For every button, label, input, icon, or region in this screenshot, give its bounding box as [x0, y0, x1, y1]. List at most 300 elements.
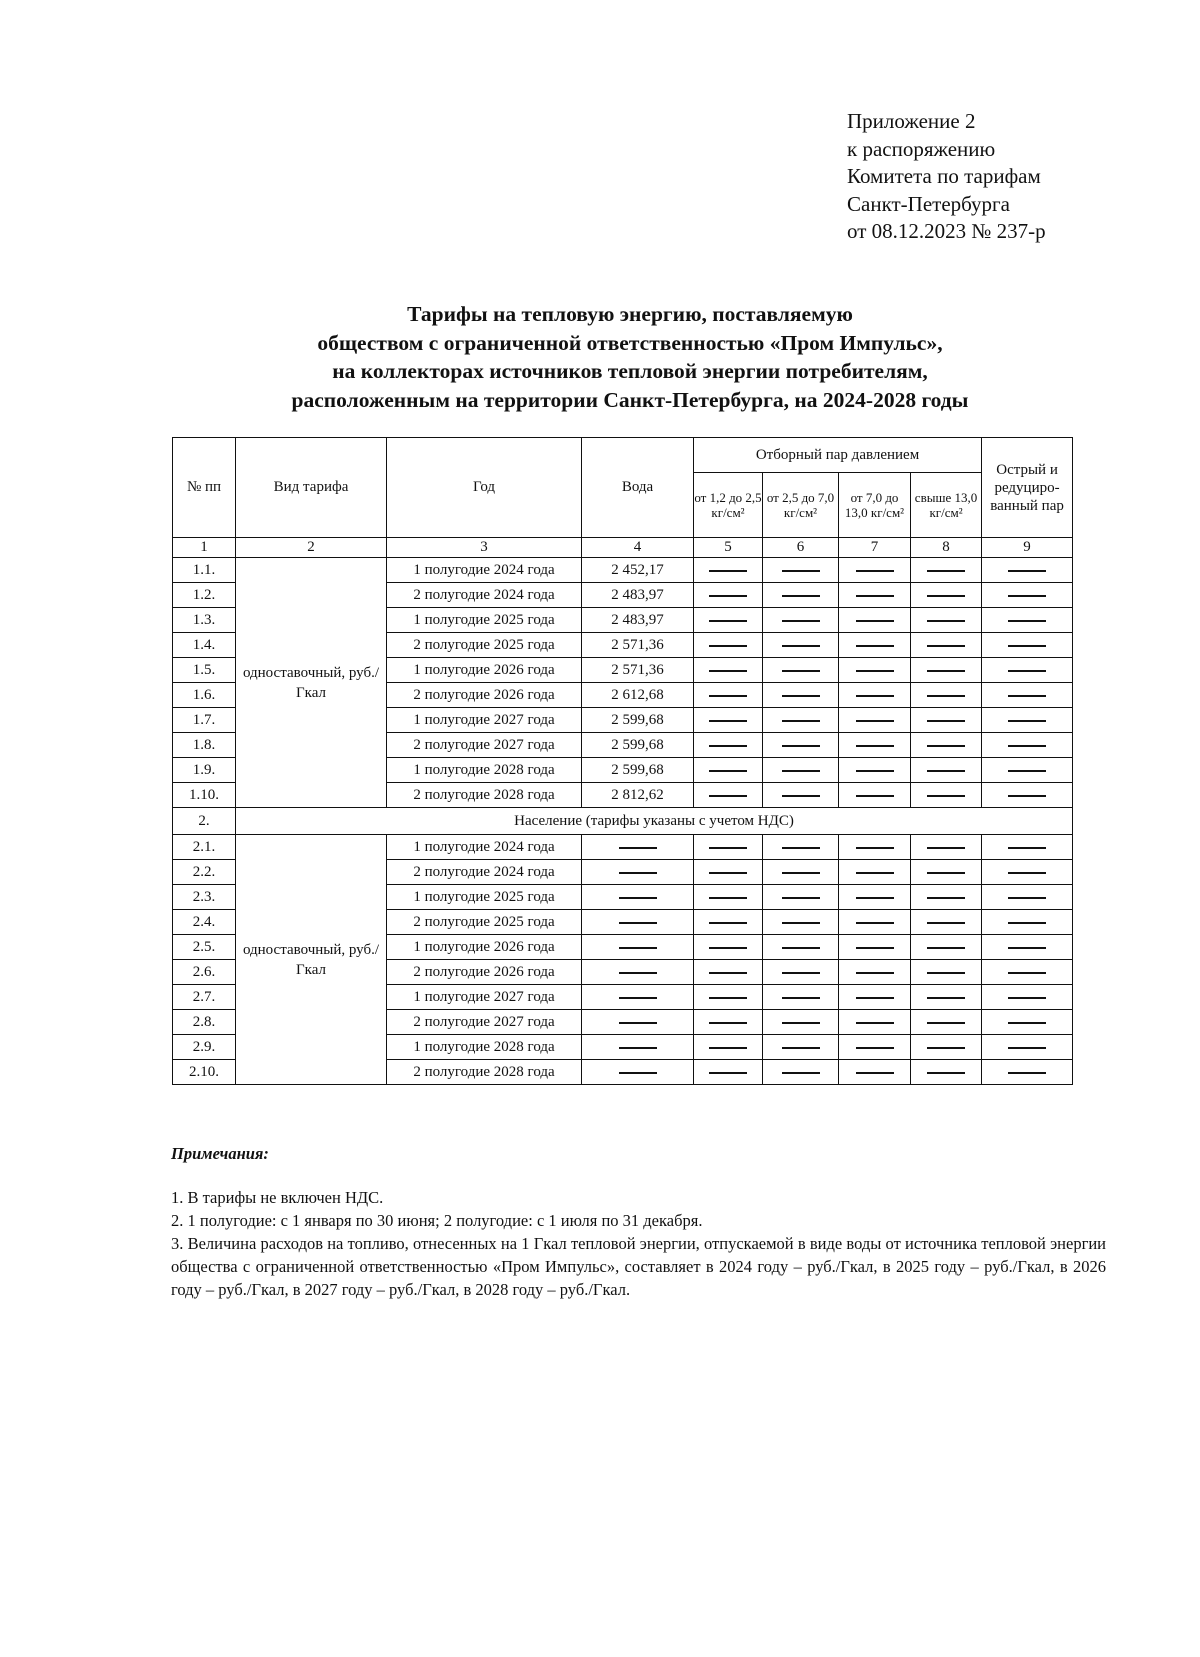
- empty-value-cell: [582, 885, 694, 910]
- empty-value-cell: [911, 583, 982, 608]
- empty-value-cell: [694, 558, 763, 583]
- tariff-name-cell: одноставочный, руб./Гкал: [236, 835, 387, 1085]
- header-water: Вода: [582, 438, 694, 538]
- appendix-line: Комитета по тарифам: [847, 164, 1041, 188]
- dash-mark: [1008, 645, 1046, 647]
- dash-mark: [782, 1047, 820, 1049]
- dash-mark: [1008, 670, 1046, 672]
- year-cell: 1 полугодие 2026 года: [387, 935, 582, 960]
- empty-value-cell: [839, 1035, 911, 1060]
- water-cell: 2 812,62: [582, 783, 694, 808]
- dash-mark: [856, 670, 894, 672]
- empty-value-cell: [582, 1035, 694, 1060]
- empty-value-cell: [911, 860, 982, 885]
- dash-mark: [709, 695, 747, 697]
- empty-value-cell: [982, 683, 1073, 708]
- dash-mark: [709, 720, 747, 722]
- dash-mark: [782, 720, 820, 722]
- empty-value-cell: [694, 960, 763, 985]
- empty-value-cell: [982, 835, 1073, 860]
- year-cell: 1 полугодие 2024 года: [387, 835, 582, 860]
- empty-value-cell: [982, 960, 1073, 985]
- water-cell: 2 483,97: [582, 583, 694, 608]
- dash-mark: [856, 695, 894, 697]
- empty-value-cell: [911, 708, 982, 733]
- empty-value-cell: [763, 633, 839, 658]
- empty-value-cell: [839, 783, 911, 808]
- empty-value-cell: [911, 960, 982, 985]
- col-number: 4: [582, 538, 694, 558]
- dash-mark: [709, 1072, 747, 1074]
- dash-mark: [709, 972, 747, 974]
- empty-value-cell: [982, 935, 1073, 960]
- empty-value-cell: [694, 885, 763, 910]
- header-steam-col: от 7,0 до 13,0 кг/см²: [839, 473, 911, 538]
- dash-mark: [927, 595, 965, 597]
- dash-mark: [927, 847, 965, 849]
- dash-mark: [927, 1072, 965, 1074]
- empty-value-cell: [911, 910, 982, 935]
- empty-value-cell: [763, 1035, 839, 1060]
- empty-value-cell: [763, 783, 839, 808]
- row-number: 1.7.: [173, 708, 236, 733]
- empty-value-cell: [839, 960, 911, 985]
- dash-mark: [709, 947, 747, 949]
- dash-mark: [709, 770, 747, 772]
- year-cell: 2 полугодие 2025 года: [387, 633, 582, 658]
- empty-value-cell: [839, 758, 911, 783]
- dash-mark: [856, 1022, 894, 1024]
- dash-mark: [856, 595, 894, 597]
- dash-mark: [782, 872, 820, 874]
- year-cell: 2 полугодие 2026 года: [387, 960, 582, 985]
- empty-value-cell: [839, 910, 911, 935]
- empty-value-cell: [911, 683, 982, 708]
- row-number: 1.10.: [173, 783, 236, 808]
- title-line: расположенным на территории Санкт-Петербурга, на 2024-2028 годы: [291, 387, 969, 412]
- dash-mark: [782, 1072, 820, 1074]
- empty-value-cell: [911, 1035, 982, 1060]
- col-number: 2: [236, 538, 387, 558]
- row-number: 2.9.: [173, 1035, 236, 1060]
- water-cell: 2 599,68: [582, 758, 694, 783]
- dash-mark: [927, 922, 965, 924]
- dash-mark: [1008, 1022, 1046, 1024]
- empty-value-cell: [911, 758, 982, 783]
- empty-value-cell: [982, 1060, 1073, 1085]
- dash-mark: [1008, 897, 1046, 899]
- empty-value-cell: [982, 733, 1073, 758]
- dash-mark: [1008, 795, 1046, 797]
- year-cell: 2 полугодие 2028 года: [387, 1060, 582, 1085]
- empty-value-cell: [839, 860, 911, 885]
- year-cell: 1 полугодие 2027 года: [387, 985, 582, 1010]
- dash-mark: [927, 1022, 965, 1024]
- empty-value-cell: [582, 1010, 694, 1035]
- empty-value-cell: [839, 985, 911, 1010]
- dash-mark: [856, 645, 894, 647]
- empty-value-cell: [911, 835, 982, 860]
- dash-mark: [782, 770, 820, 772]
- empty-value-cell: [694, 1035, 763, 1060]
- dash-mark: [619, 1022, 657, 1024]
- water-cell: 2 599,68: [582, 733, 694, 758]
- dash-mark: [782, 745, 820, 747]
- tariff-name-cell: одноставочный, руб./Гкал: [236, 558, 387, 808]
- dash-mark: [927, 645, 965, 647]
- col-number: 8: [911, 538, 982, 558]
- col-number: 7: [839, 538, 911, 558]
- row-number: 2.2.: [173, 860, 236, 885]
- empty-value-cell: [763, 608, 839, 633]
- dash-mark: [709, 595, 747, 597]
- empty-value-cell: [982, 910, 1073, 935]
- empty-value-cell: [839, 1010, 911, 1035]
- dash-mark: [856, 947, 894, 949]
- empty-value-cell: [982, 658, 1073, 683]
- empty-value-cell: [694, 910, 763, 935]
- dash-mark: [856, 922, 894, 924]
- dash-mark: [709, 897, 747, 899]
- row-number: 1.6.: [173, 683, 236, 708]
- empty-value-cell: [911, 935, 982, 960]
- dash-mark: [619, 972, 657, 974]
- dash-mark: [709, 570, 747, 572]
- dash-mark: [1008, 972, 1046, 974]
- empty-value-cell: [582, 960, 694, 985]
- year-cell: 1 полугодие 2027 года: [387, 708, 582, 733]
- empty-value-cell: [911, 885, 982, 910]
- empty-value-cell: [694, 733, 763, 758]
- dash-mark: [782, 972, 820, 974]
- empty-value-cell: [982, 708, 1073, 733]
- dash-mark: [782, 570, 820, 572]
- dash-mark: [709, 847, 747, 849]
- title-line: обществом с ограниченной ответственностью «Пром Импульс»,: [317, 330, 943, 355]
- dash-mark: [927, 947, 965, 949]
- empty-value-cell: [839, 733, 911, 758]
- col-number: 1: [173, 538, 236, 558]
- appendix-line: Санкт-Петербурга: [847, 191, 1010, 216]
- year-cell: 1 полугодие 2026 года: [387, 658, 582, 683]
- empty-value-cell: [839, 633, 911, 658]
- dash-mark: [856, 1047, 894, 1049]
- dash-mark: [619, 997, 657, 999]
- dash-mark: [782, 997, 820, 999]
- dash-mark: [1008, 570, 1046, 572]
- dash-mark: [927, 620, 965, 622]
- dash-mark: [709, 1047, 747, 1049]
- empty-value-cell: [911, 783, 982, 808]
- header-year: Год: [387, 438, 582, 538]
- appendix-block: [847, 108, 1046, 246]
- header-tariff-type: Вид тарифа: [236, 438, 387, 538]
- empty-value-cell: [694, 758, 763, 783]
- header-steam-col: от 1,2 до 2,5 кг/см²: [694, 473, 763, 538]
- empty-value-cell: [694, 1010, 763, 1035]
- empty-value-cell: [911, 633, 982, 658]
- row-number: 2.5.: [173, 935, 236, 960]
- dash-mark: [1008, 745, 1046, 747]
- empty-value-cell: [582, 860, 694, 885]
- empty-value-cell: [982, 783, 1073, 808]
- row-number: 2.1.: [173, 835, 236, 860]
- empty-value-cell: [763, 835, 839, 860]
- dash-mark: [927, 670, 965, 672]
- dash-mark: [1008, 770, 1046, 772]
- dash-mark: [782, 922, 820, 924]
- water-cell: 2 571,36: [582, 633, 694, 658]
- dash-mark: [1008, 720, 1046, 722]
- dash-mark: [856, 745, 894, 747]
- year-cell: 1 полугодие 2028 года: [387, 758, 582, 783]
- dash-mark: [1008, 1047, 1046, 1049]
- empty-value-cell: [982, 758, 1073, 783]
- header-num: № пп: [173, 438, 236, 538]
- dash-mark: [1008, 695, 1046, 697]
- dash-mark: [782, 595, 820, 597]
- dash-mark: [782, 620, 820, 622]
- dash-mark: [782, 670, 820, 672]
- water-cell: 2 483,97: [582, 608, 694, 633]
- dash-mark: [782, 897, 820, 899]
- row-number: 2.4.: [173, 910, 236, 935]
- row-number: 1.4.: [173, 633, 236, 658]
- dash-mark: [619, 922, 657, 924]
- dash-mark: [709, 670, 747, 672]
- empty-value-cell: [582, 985, 694, 1010]
- year-cell: 1 полугодие 2025 года: [387, 885, 582, 910]
- empty-value-cell: [839, 558, 911, 583]
- row-number: 2.10.: [173, 1060, 236, 1085]
- empty-value-cell: [982, 1010, 1073, 1035]
- dash-mark: [856, 847, 894, 849]
- row-number: 1.9.: [173, 758, 236, 783]
- empty-value-cell: [982, 1035, 1073, 1060]
- dash-mark: [927, 695, 965, 697]
- dash-mark: [1008, 997, 1046, 999]
- year-cell: 2 полугодие 2024 года: [387, 583, 582, 608]
- year-cell: 1 полугодие 2028 года: [387, 1035, 582, 1060]
- empty-value-cell: [582, 1060, 694, 1085]
- water-cell: 2 571,36: [582, 658, 694, 683]
- dash-mark: [927, 872, 965, 874]
- dash-mark: [856, 1072, 894, 1074]
- dash-mark: [927, 795, 965, 797]
- dash-mark: [709, 795, 747, 797]
- dash-mark: [927, 745, 965, 747]
- row-number: 1.2.: [173, 583, 236, 608]
- dash-mark: [782, 795, 820, 797]
- empty-value-cell: [839, 683, 911, 708]
- dash-mark: [709, 1022, 747, 1024]
- empty-value-cell: [763, 985, 839, 1010]
- notes-block: [171, 1142, 1106, 1301]
- row-number: 2.8.: [173, 1010, 236, 1035]
- empty-value-cell: [839, 708, 911, 733]
- empty-value-cell: [982, 583, 1073, 608]
- header-steam-col: от 2,5 до 7,0 кг/см²: [763, 473, 839, 538]
- empty-value-cell: [694, 835, 763, 860]
- empty-value-cell: [911, 658, 982, 683]
- dash-mark: [782, 695, 820, 697]
- empty-value-cell: [982, 985, 1073, 1010]
- empty-value-cell: [763, 683, 839, 708]
- dash-mark: [1008, 947, 1046, 949]
- row-number: 1.1.: [173, 558, 236, 583]
- dash-mark: [927, 720, 965, 722]
- empty-value-cell: [694, 708, 763, 733]
- dash-mark: [1008, 1072, 1046, 1074]
- col-number: 5: [694, 538, 763, 558]
- empty-value-cell: [911, 733, 982, 758]
- empty-value-cell: [763, 708, 839, 733]
- empty-value-cell: [763, 1060, 839, 1085]
- dash-mark: [856, 620, 894, 622]
- tariff-table-body: [173, 558, 1073, 1085]
- empty-value-cell: [839, 885, 911, 910]
- empty-value-cell: [911, 1010, 982, 1035]
- empty-value-cell: [911, 558, 982, 583]
- empty-value-cell: [839, 608, 911, 633]
- water-cell: 2 599,68: [582, 708, 694, 733]
- dash-mark: [1008, 595, 1046, 597]
- empty-value-cell: [763, 758, 839, 783]
- table-row: [173, 835, 1073, 860]
- empty-value-cell: [694, 985, 763, 1010]
- note-item: 1. В тарифы не включен НДС.: [171, 1188, 384, 1207]
- dash-mark: [1008, 620, 1046, 622]
- dash-mark: [927, 1047, 965, 1049]
- column-number-row: [173, 538, 1073, 558]
- empty-value-cell: [694, 608, 763, 633]
- empty-value-cell: [582, 935, 694, 960]
- year-cell: 2 полугодие 2026 года: [387, 683, 582, 708]
- empty-value-cell: [694, 683, 763, 708]
- dash-mark: [856, 997, 894, 999]
- row-number: 2.3.: [173, 885, 236, 910]
- year-cell: 2 полугодие 2027 года: [387, 1010, 582, 1035]
- dash-mark: [782, 847, 820, 849]
- empty-value-cell: [763, 583, 839, 608]
- dash-mark: [619, 872, 657, 874]
- dash-mark: [782, 1022, 820, 1024]
- empty-value-cell: [982, 860, 1073, 885]
- dash-mark: [927, 897, 965, 899]
- note-item: 3. Величина расходов на топливо, отнесенных на 1 Гкал тепловой энергии, отпускаемой в виде воды от источника тепловой энергии общества с ограниченной ответственностью «Пром Импульс», составляет в 2024 году – руб./Гкал, в 2025 году – руб./Гкал, в 2026 году – руб./Гкал, в 2027 году – руб./Гкал, в 2028 году – руб./Гкал.: [171, 1234, 1106, 1299]
- empty-value-cell: [839, 583, 911, 608]
- col-number: 6: [763, 538, 839, 558]
- dash-mark: [856, 570, 894, 572]
- row-number: 1.8.: [173, 733, 236, 758]
- empty-value-cell: [763, 910, 839, 935]
- empty-value-cell: [694, 1060, 763, 1085]
- empty-value-cell: [982, 558, 1073, 583]
- dash-mark: [619, 897, 657, 899]
- document-title: [160, 300, 1100, 414]
- row-number: 1.3.: [173, 608, 236, 633]
- empty-value-cell: [763, 960, 839, 985]
- empty-value-cell: [763, 935, 839, 960]
- year-cell: 2 полугодие 2024 года: [387, 860, 582, 885]
- section-row: [173, 808, 1073, 835]
- appendix-line: к распоряжению: [847, 136, 996, 161]
- empty-value-cell: [982, 608, 1073, 633]
- empty-value-cell: [911, 985, 982, 1010]
- dash-mark: [709, 745, 747, 747]
- header-steam-col: свыше 13,0 кг/см²: [911, 473, 982, 538]
- dash-mark: [709, 997, 747, 999]
- dash-mark: [709, 645, 747, 647]
- empty-value-cell: [694, 860, 763, 885]
- dash-mark: [1008, 872, 1046, 874]
- dash-mark: [619, 947, 657, 949]
- empty-value-cell: [839, 658, 911, 683]
- empty-value-cell: [911, 1060, 982, 1085]
- dash-mark: [856, 770, 894, 772]
- empty-value-cell: [694, 583, 763, 608]
- appendix-line: Приложение 2: [847, 109, 976, 133]
- empty-value-cell: [763, 658, 839, 683]
- dash-mark: [619, 847, 657, 849]
- empty-value-cell: [763, 733, 839, 758]
- year-cell: 1 полугодие 2024 года: [387, 558, 582, 583]
- dash-mark: [927, 972, 965, 974]
- empty-value-cell: [694, 658, 763, 683]
- appendix-line: от 08.12.2023 № 237-р: [847, 219, 1046, 243]
- section-label: Население (тарифы указаны с учетом НДС): [236, 808, 1073, 835]
- year-cell: 2 полугодие 2025 года: [387, 910, 582, 935]
- year-cell: 2 полугодие 2027 года: [387, 733, 582, 758]
- dash-mark: [927, 770, 965, 772]
- dash-mark: [709, 620, 747, 622]
- dash-mark: [709, 922, 747, 924]
- notes-title: Примечания:: [171, 1144, 269, 1163]
- water-cell: 2 612,68: [582, 683, 694, 708]
- empty-value-cell: [839, 1060, 911, 1085]
- empty-value-cell: [763, 558, 839, 583]
- header-sharp-steam: Острый и редуциро-ванный пар: [982, 438, 1073, 538]
- water-cell: 2 452,17: [582, 558, 694, 583]
- col-number: 9: [982, 538, 1073, 558]
- dash-mark: [782, 645, 820, 647]
- row-number: 2.6.: [173, 960, 236, 985]
- section-number: 2.: [173, 808, 236, 835]
- col-number: 3: [387, 538, 582, 558]
- dash-mark: [856, 872, 894, 874]
- year-cell: 2 полугодие 2028 года: [387, 783, 582, 808]
- empty-value-cell: [911, 608, 982, 633]
- empty-value-cell: [694, 633, 763, 658]
- title-line: на коллекторах источников тепловой энергии потребителям,: [332, 359, 928, 383]
- note-item: 2. 1 полугодие: с 1 января по 30 июня; 2 полугодие: с 1 июля по 31 декабря.: [171, 1211, 703, 1230]
- dash-mark: [619, 1047, 657, 1049]
- empty-value-cell: [694, 935, 763, 960]
- dash-mark: [1008, 847, 1046, 849]
- empty-value-cell: [763, 885, 839, 910]
- empty-value-cell: [582, 910, 694, 935]
- table-row: [173, 558, 1073, 583]
- dash-mark: [856, 720, 894, 722]
- dash-mark: [782, 947, 820, 949]
- dash-mark: [709, 872, 747, 874]
- year-cell: 1 полугодие 2025 года: [387, 608, 582, 633]
- dash-mark: [1008, 922, 1046, 924]
- dash-mark: [927, 997, 965, 999]
- empty-value-cell: [763, 860, 839, 885]
- header-steam-group: Отборный пар давлением: [694, 438, 982, 473]
- empty-value-cell: [582, 835, 694, 860]
